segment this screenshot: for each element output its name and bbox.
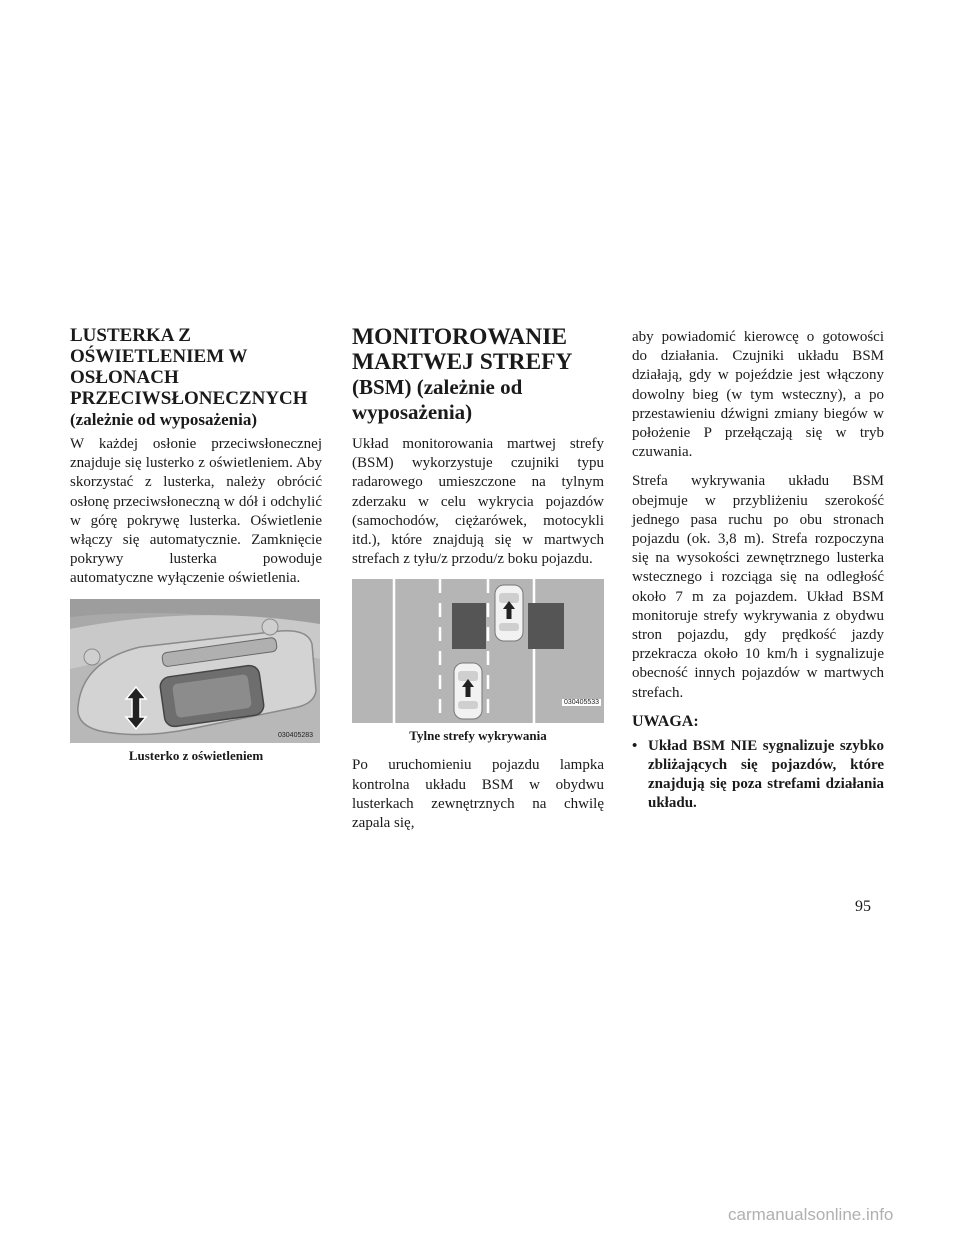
figure-caption: Lusterko z oświetleniem — [128, 747, 264, 763]
body-text: Strefa wykrywania układu BSM obejmuje w przybliżeniu szerokość jednego pasa ruchu po obu stronach pojazdu (ok. 3,8 m). Strefa rozpoczyna się na wysokości zewnętrznego lusterka wstecznego i rozciąga się na odległość około 7 m za pojazdem. Układ BSM monitoruje strefy wykrywania z obydwu stron pojazdu, gdy prędkość jazdy przekracza około 10 km/h i sygnalizuje obecność innych pojazdów w martwych strefach. — [632, 473, 884, 701]
body-text: W każdej osłonie przeciwsłonecznej znajduje się lusterko z oświetleniem. Aby skorzystać z lusterka, należy obrócić osłonę przeciwsłoneczną w dół i odchylić w górę pokrywę lusterka. Oświetlenie włączy się automatycznie. Zamknięcie pokrywy lusterka powoduje automatyczne wyłączenie oświetlenia. — [70, 436, 322, 587]
note-label: UWAGA: — [632, 712, 699, 730]
section-subheading: (BSM) (zależnie od wyposażenia) — [352, 375, 523, 424]
figure-sun-visor-mirror — [70, 599, 320, 743]
page-number: 95 — [855, 898, 871, 915]
detection-zone-left — [452, 603, 486, 649]
body-text: aby powiadomić kierowcę o gotowości do działania. Czujniki układu BSM działają, gdy w pojeździe jest włączony dowolny bieg (w tym wsteczny), a po przestawieniu dźwigni zmiany biegów w położenie P przełączają się w tryb czuwania. — [632, 329, 884, 461]
figure-code: 030405533 — [564, 699, 600, 707]
figure-code: 030405283 — [278, 731, 314, 739]
vehicle-rear — [454, 663, 482, 719]
section-heading-bsm: MONITOROWANIE MARTWEJ STREFY (BSM) (zależnie od wyposażenia) — [352, 325, 604, 425]
note-bullet — [632, 737, 884, 814]
vehicle-front — [495, 585, 523, 641]
bullet-symbol: • — [632, 737, 638, 754]
section-subheading: (zależnie od wyposażenia) — [70, 410, 257, 429]
detection-zone-right — [528, 603, 564, 649]
body-text: Po uruchomieniu pojazdu lampka kontrolna układu BSM w obydwu lusterkach zewnętrznych na chwilę zapala się, — [352, 757, 604, 832]
bullet-text: Układ BSM NIE sygnalizuje szybko zbliżających się pojazdów, które znajdują się poza strefami działania układu. — [648, 737, 884, 812]
column-sun-visor-mirror — [70, 325, 322, 776]
figure-rear-detection-zones — [352, 579, 604, 723]
column-bsm-continued — [632, 328, 884, 814]
watermark: carmanualsonline.info — [728, 1205, 894, 1224]
sun-visor-illustration — [70, 599, 320, 743]
section-heading-visor-mirror: LUSTERKA Z OŚWIETLENIEM W OSŁONACH PRZECIWSŁONECZNYCH (zależnie od wyposażenia) — [70, 325, 322, 431]
figure-caption: Tylne strefy wykrywania — [409, 728, 547, 744]
column-blind-spot-monitoring — [352, 325, 604, 843]
body-text: Układ monitorowania martwej strefy (BSM) wykorzystuje czujniki typu radarowego umieszczone na tylnym zderzaku w celu wykrycia pojazdów (samochodów, ciężarówek, motocykli itd.), które znajdują się w martwych strefach z tyłu/z przodu/z boku pojazdu. — [352, 436, 604, 568]
